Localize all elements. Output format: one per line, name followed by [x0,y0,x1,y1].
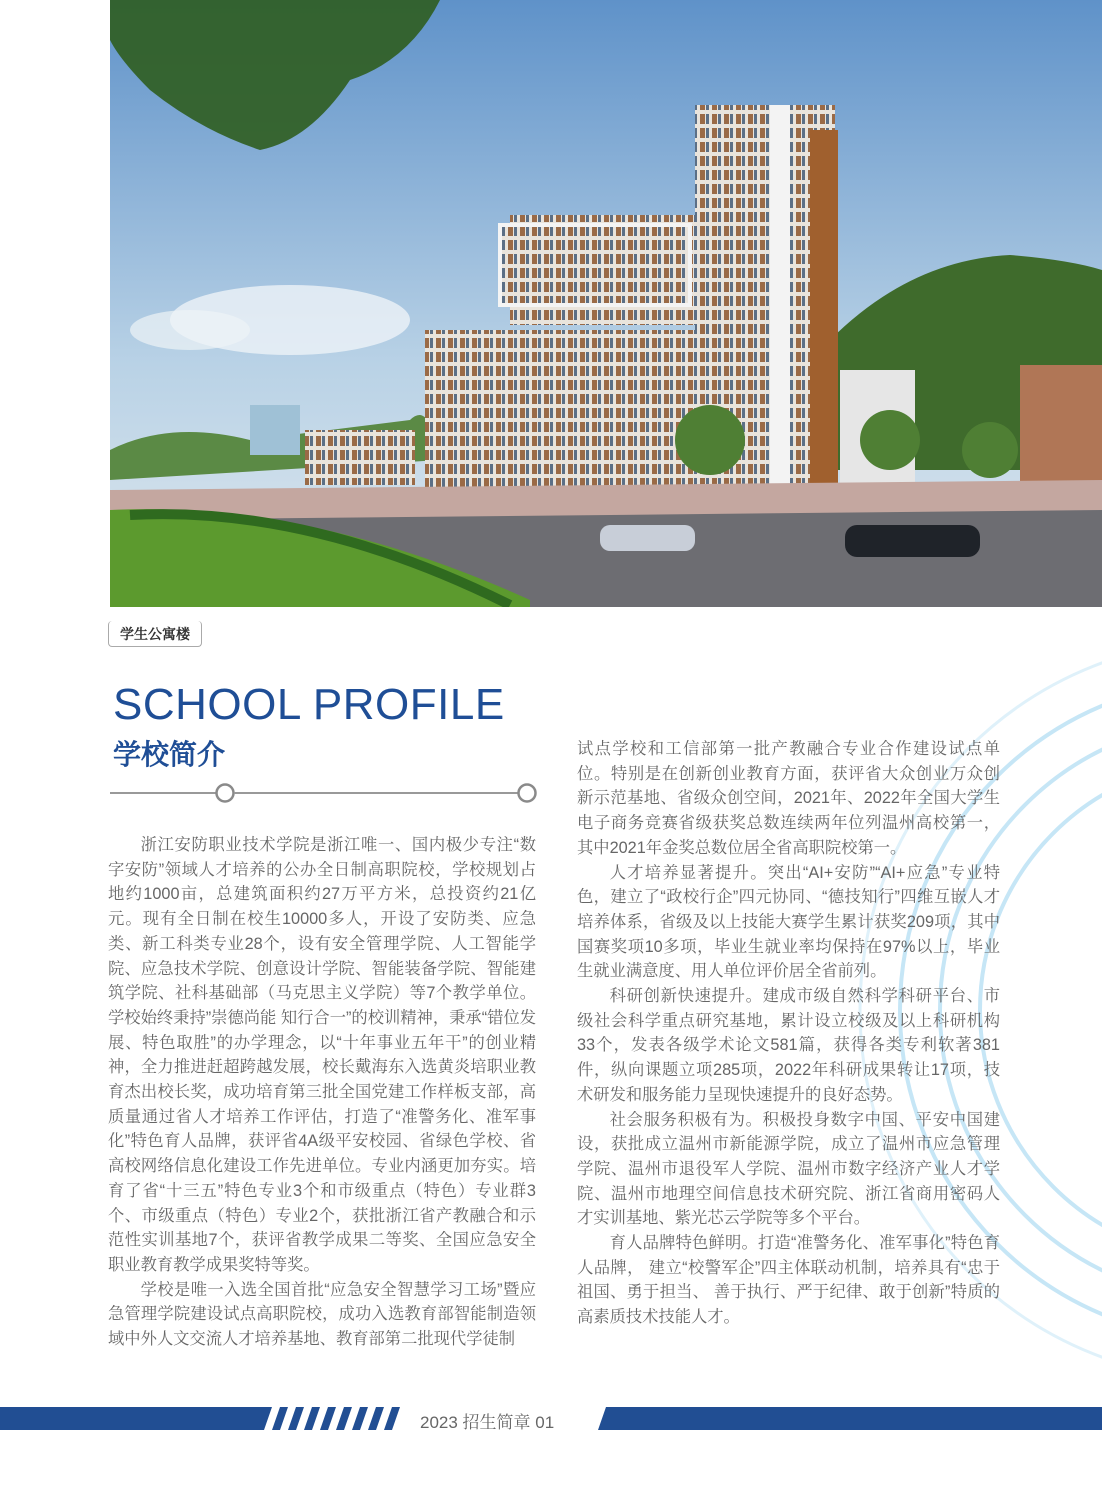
paragraph: 浙江安防职业技术学院是浙江唯一、国内极少专注“数字安防”领域人才培养的公办全日制高职院校，学校规划占地约1000亩，总建筑面积约27万平方米，总投资约21亿元。现有全日制在校生10000多人，开设了安防类、应急类、新工科类专业28个，设有安全管理学院、人工智能学院、应急技术学院、创意设计学院、智能装备学院、智能建筑学院、社科基础部（马克思主义学院）等7个教学单位。学校始终秉持”崇德尚能 知行合一”的校训精神，秉承“错位发展、特色取胜”的办学理念，以“十年事业五年干”的创业精神，全力推进赶超跨越发展，校长戴海东入选黄炎培职业教育杰出校长奖，成功培育第三批全国党建工作样板支部，高质量通过省人才培养工作评估，打造了“准警务化、准军事化”特色育人品牌，获评省4A级平安校园、省绿色学校、省高校网络信息化建设工作先进单位。专业内涵更加夯实。培育了省“十三五”特色专业3个和市级重点（特色）专业群3个、市级重点（特色）专业2个，获批浙江省产教融合和示范性实训基地7个，获评省教学成果二等奖、全国应急安全职业教育教学成果奖特等奖。 [108,836,536,1274]
paragraph: 学校是唯一入选全国首批“应急安全智慧学习工场”暨应急管理学院建设试点高职院校，成功入选教育部智能制造领域中外人文交流人才培养基地、教育部第二批现代学徒制 [108,1280,536,1349]
paragraph: 科研创新快速提升。建成市级自然科学科研平台、市级社会科学重点研究基地，累计设立校级及以上科研机构33个，发表各级学术论文581篇，获得各类专利软著381件，纵向课题立项285项，2022年科研成果转让17项，技术研发和服务能力呈现快速提升的良好态势。 [577,987,1000,1104]
footer-page-label: 2023 招生简章 01 [420,1413,555,1432]
paragraph: 育人品牌特色鲜明。打造“准警务化、准军事化”特色育人品牌， 建立“校警军企”四主体联动机制，培养具有“忠于祖国、勇于担当、 善于执行、严于纪律、敢于创新”特质的高素质技术技能人才。 [577,1234,1000,1327]
right-column-text [577,737,1000,1330]
left-column-text [108,833,536,1352]
title-divider [110,782,540,804]
page-title-zh: 学校简介 [113,739,226,770]
paragraph: 人才培养显著提升。突出“AI+安防”“AI+应急”专业特色，建立了“政校行企”四元协同、“德技知行”四维互嵌人才培养体系，省级及以上技能大赛学生累计获奖209项，其中国赛奖项10多项，毕业生就业率均保持在97%以上，毕业生就业满意度、用人单位评价居全省前列。 [577,863,1000,981]
paragraph: 社会服务积极有为。积极投身数字中国、平安中国建设，获批成立温州市新能源学院，成立了温州市应急管理学院、温州市退役军人学院、温州市数字经济产业人才学院、温州市地理空间信息技术研究院、浙江省商用密码人才实训基地、紫光芯云学院等多个平台。 [577,1110,1000,1228]
paragraph-continuation: 试点学校和工信部第一批产教融合专业合作建设试点单位。特别是在创新创业教育方面，获评省大众创业万众创新示范基地、省级众创空间，2021年、2022年全国大学生电子商务竞赛省级获奖总数连续两年位列温州高校第一，其中2021年金奖总数位居全省高职院校第一。 [577,740,1000,857]
photo-caption: 学生公寓楼 [108,621,202,647]
campus-building-photo [110,0,1102,607]
page-title-en: SCHOOL PROFILE [113,680,505,729]
